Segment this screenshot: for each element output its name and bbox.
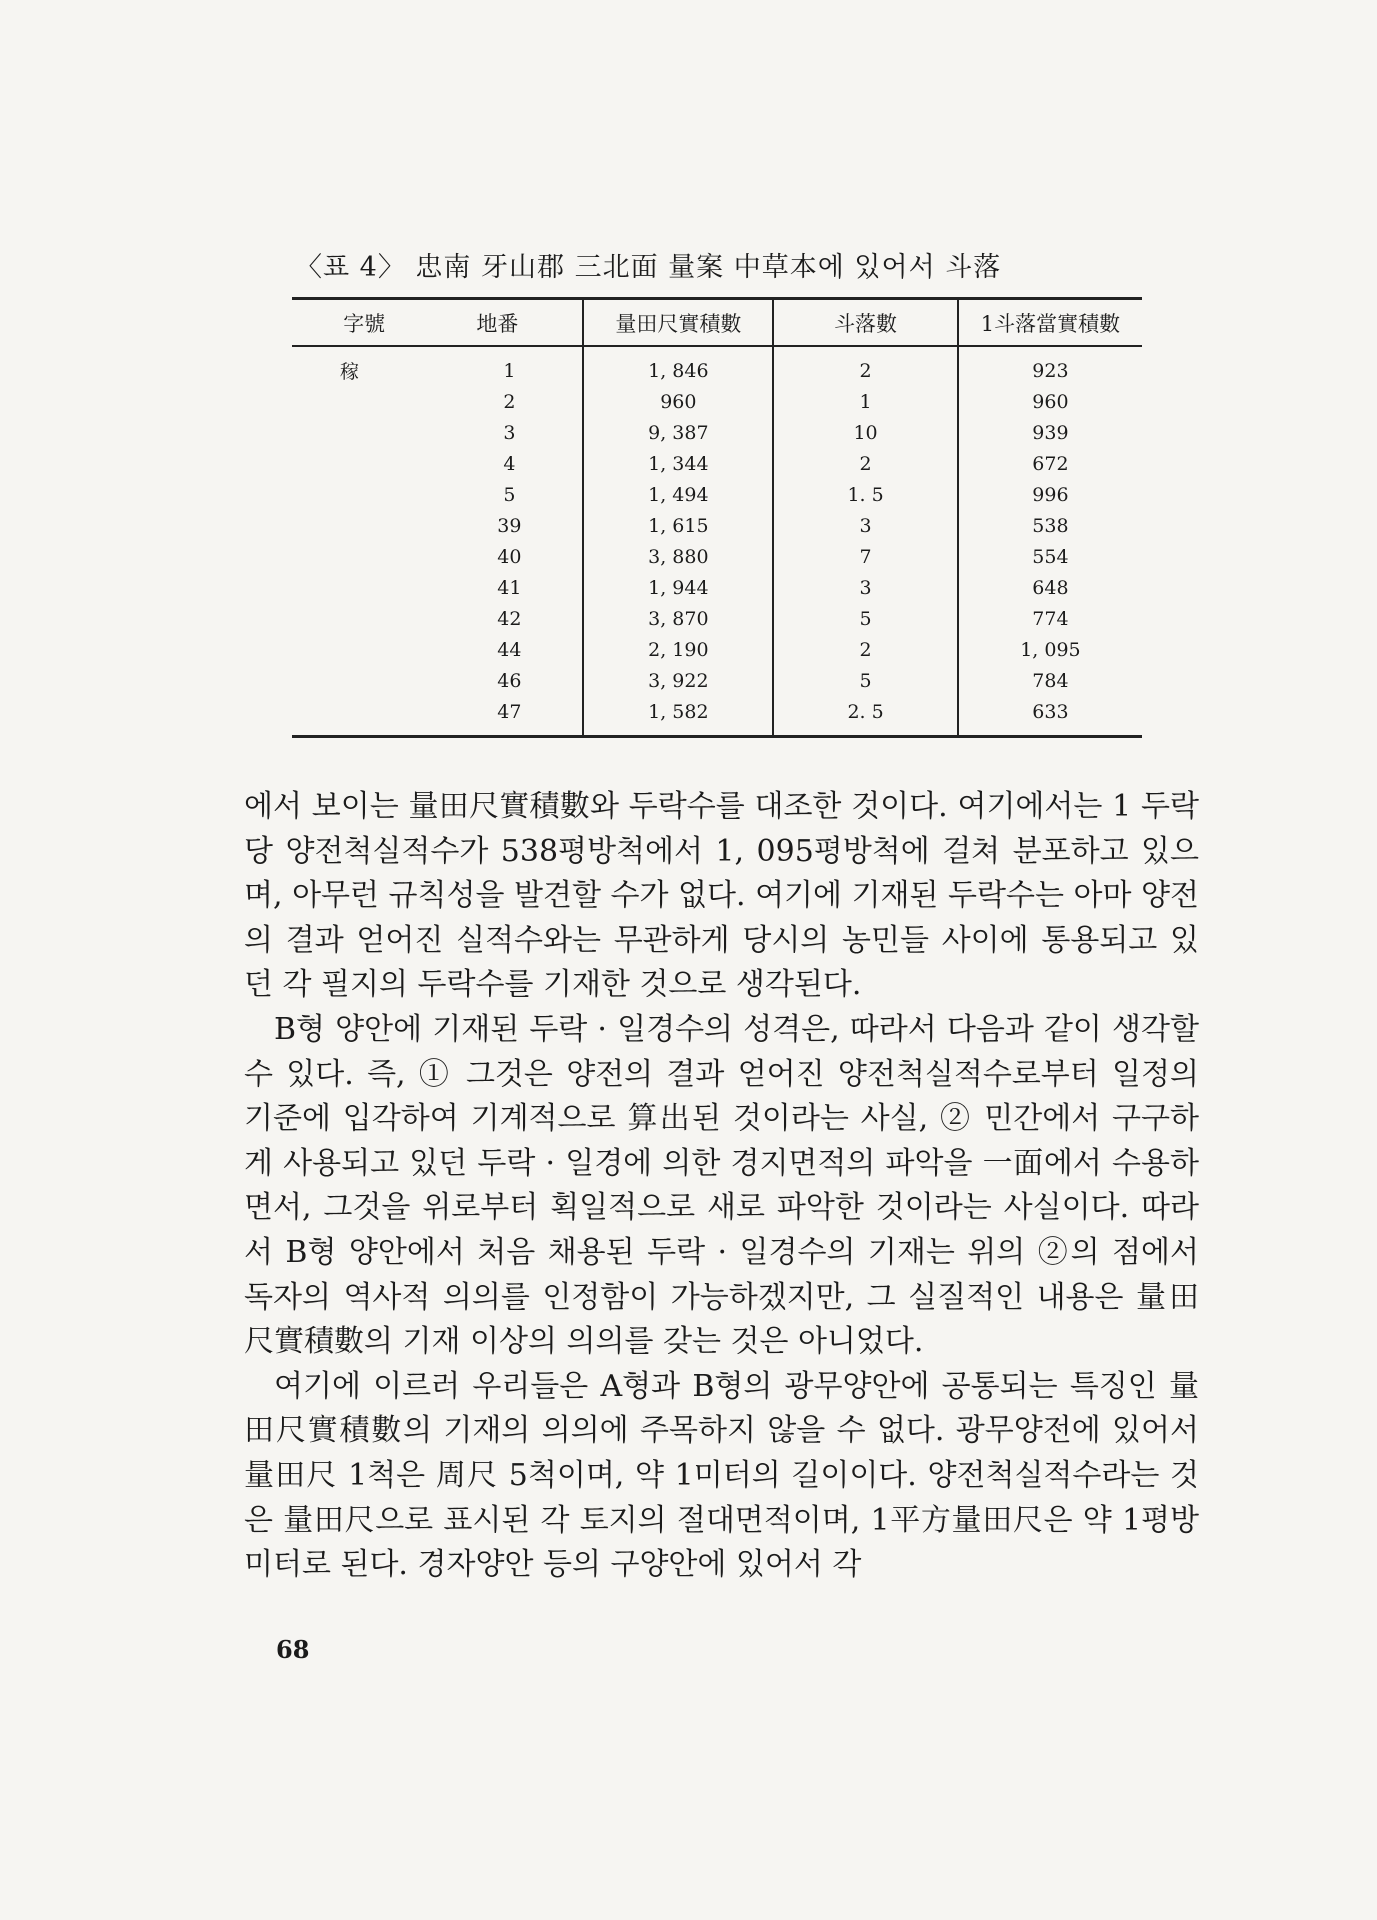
cell-per-durak: 1, 095	[958, 634, 1142, 665]
cell-per-durak: 672	[958, 448, 1142, 479]
cell-durak: 5	[773, 665, 958, 696]
cell-zi	[292, 696, 436, 737]
cell-durak: 2	[773, 634, 958, 665]
cell-zi	[292, 665, 436, 696]
cell-durak: 3	[773, 572, 958, 603]
cell-area: 3, 870	[583, 603, 773, 634]
header-area: 量田尺實積數	[583, 299, 773, 347]
cell-durak: 3	[773, 510, 958, 541]
cell-zi	[292, 541, 436, 572]
table-caption: 〈표 4〉 忠南 牙山郡 三北面 量案 中草本에 있어서 斗落	[295, 252, 1002, 283]
table-row	[292, 510, 1142, 541]
cell-area: 1, 615	[583, 510, 773, 541]
cell-durak: 1	[773, 386, 958, 417]
cell-zi	[292, 479, 436, 510]
cell-per-durak: 923	[958, 346, 1142, 386]
cell-area: 3, 922	[583, 665, 773, 696]
table-row	[292, 541, 1142, 572]
cell-zi	[292, 603, 436, 634]
table-row	[292, 696, 1142, 737]
cell-jibeon: 44	[497, 638, 522, 661]
cell-durak: 2	[773, 448, 958, 479]
cell-zi: 稼	[340, 361, 360, 383]
table-row	[292, 346, 1142, 386]
cell-jibeon: 1	[503, 359, 516, 382]
cell-area: 3, 880	[583, 541, 773, 572]
cell-durak: 5	[773, 603, 958, 634]
cell-durak: 1. 5	[773, 479, 958, 510]
cell-area: 1, 494	[583, 479, 773, 510]
cell-per-durak: 774	[958, 603, 1142, 634]
cell-per-durak: 960	[958, 386, 1142, 417]
cell-jibeon: 46	[497, 669, 522, 692]
table-row	[292, 479, 1142, 510]
cell-durak: 2	[773, 346, 958, 386]
cell-jibeon: 5	[503, 483, 516, 506]
cell-jibeon: 3	[503, 421, 516, 444]
cell-durak: 7	[773, 541, 958, 572]
cell-zi	[292, 634, 436, 665]
cell-per-durak: 939	[958, 417, 1142, 448]
cell-area: 1, 344	[583, 448, 773, 479]
cell-jibeon: 39	[497, 514, 522, 537]
table-row	[292, 634, 1142, 665]
paragraph: 여기에 이르러 우리들은 A형과 B형의 광무양안에 공통되는 특징인 量田尺實積數의 기재의 의의에 주목하지 않을 수 없다. 광무양전에 있어서 量田尺 1척은 周尺 5척이며, 약 1미터의 길이이다. 양전척실적수라는 것은 量田尺으로 표시된 각 토지의 절대면적이며, 1平方量田尺은 약 1평방미터로 된다. 경자양안 등의 구양안에 있어서 각	[244, 1368, 1199, 1583]
cell-per-durak: 784	[958, 665, 1142, 696]
cell-per-durak: 996	[958, 479, 1142, 510]
table-row	[292, 603, 1142, 634]
page-number: 68	[276, 1635, 310, 1664]
cell-per-durak: 633	[958, 696, 1142, 737]
header-zi: 字號	[292, 299, 436, 347]
cell-jibeon: 47	[497, 700, 522, 723]
durak-table	[292, 297, 1142, 738]
paragraph: 에서 보이는 量田尺實積數와 두락수를 대조한 것이다. 여기에서는 1 두락당 양전척실적수가 538평방척에서 1, 095평방척에 걸쳐 분포하고 있으며, 아무런 규칙성을 발견할 수가 없다. 여기에 기재된 두락수는 아마 양전의 결과 얻어진 실적수와는 무관하게 당시의 농민들 사이에 통용되고 있던 각 필지의 두락수를 기재한 것으로 생각된다.	[244, 789, 1199, 1003]
header-jibeon: 地番	[436, 299, 583, 347]
cell-zi	[292, 510, 436, 541]
cell-jibeon: 40	[497, 545, 522, 568]
cell-per-durak: 648	[958, 572, 1142, 603]
table-row	[292, 417, 1142, 448]
cell-jibeon: 2	[503, 390, 516, 413]
cell-area: 1, 582	[583, 696, 773, 737]
header-per-durak: 1斗落當實積數	[958, 299, 1142, 347]
table-row	[292, 665, 1142, 696]
cell-zi	[292, 417, 436, 448]
cell-jibeon: 4	[503, 452, 516, 475]
cell-per-durak: 554	[958, 541, 1142, 572]
cell-area: 9, 387	[583, 417, 773, 448]
table-row	[292, 448, 1142, 479]
cell-area: 960	[583, 386, 773, 417]
cell-zi	[292, 572, 436, 603]
cell-jibeon: 41	[497, 576, 522, 599]
cell-jibeon: 42	[497, 607, 522, 630]
cell-durak: 2. 5	[773, 696, 958, 737]
cell-per-durak: 538	[958, 510, 1142, 541]
header-durak: 斗落數	[773, 299, 958, 347]
table-header-row	[292, 299, 1142, 347]
cell-durak: 10	[773, 417, 958, 448]
paragraph: B형 양안에 기재된 두락 · 일경수의 성격은, 따라서 다음과 같이 생각할 수 있다. 즉, ① 그것은 양전의 결과 얻어진 양전척실적수로부터 일정의 기준에 입각하여 기계적으로 算出된 것이라는 사실, ② 민간에서 구구하게 사용되고 있던 두락 · 일경에 의한 경지면적의 파악을 一面에서 수용하면서, 그것을 위로부터 획일적으로 새로 파악한 것이라는 사실이다. 따라서 B형 양안에서 처음 채용된 두락 · 일경수의 기재는 위의 ②의 점에서 독자의 역사적 의의를 인정함이 가능하겠지만, 그 실질적인 내용은 量田尺實積數의 기재 이상의 의의를 갖는 것은 아니었다.	[244, 1011, 1199, 1360]
cell-area: 1, 944	[583, 572, 773, 603]
cell-area: 1, 846	[583, 346, 773, 386]
cell-area: 2, 190	[583, 634, 773, 665]
body-text	[244, 785, 1199, 1588]
cell-zi	[292, 386, 436, 417]
table-row	[292, 386, 1142, 417]
table-row	[292, 572, 1142, 603]
cell-zi	[292, 448, 436, 479]
